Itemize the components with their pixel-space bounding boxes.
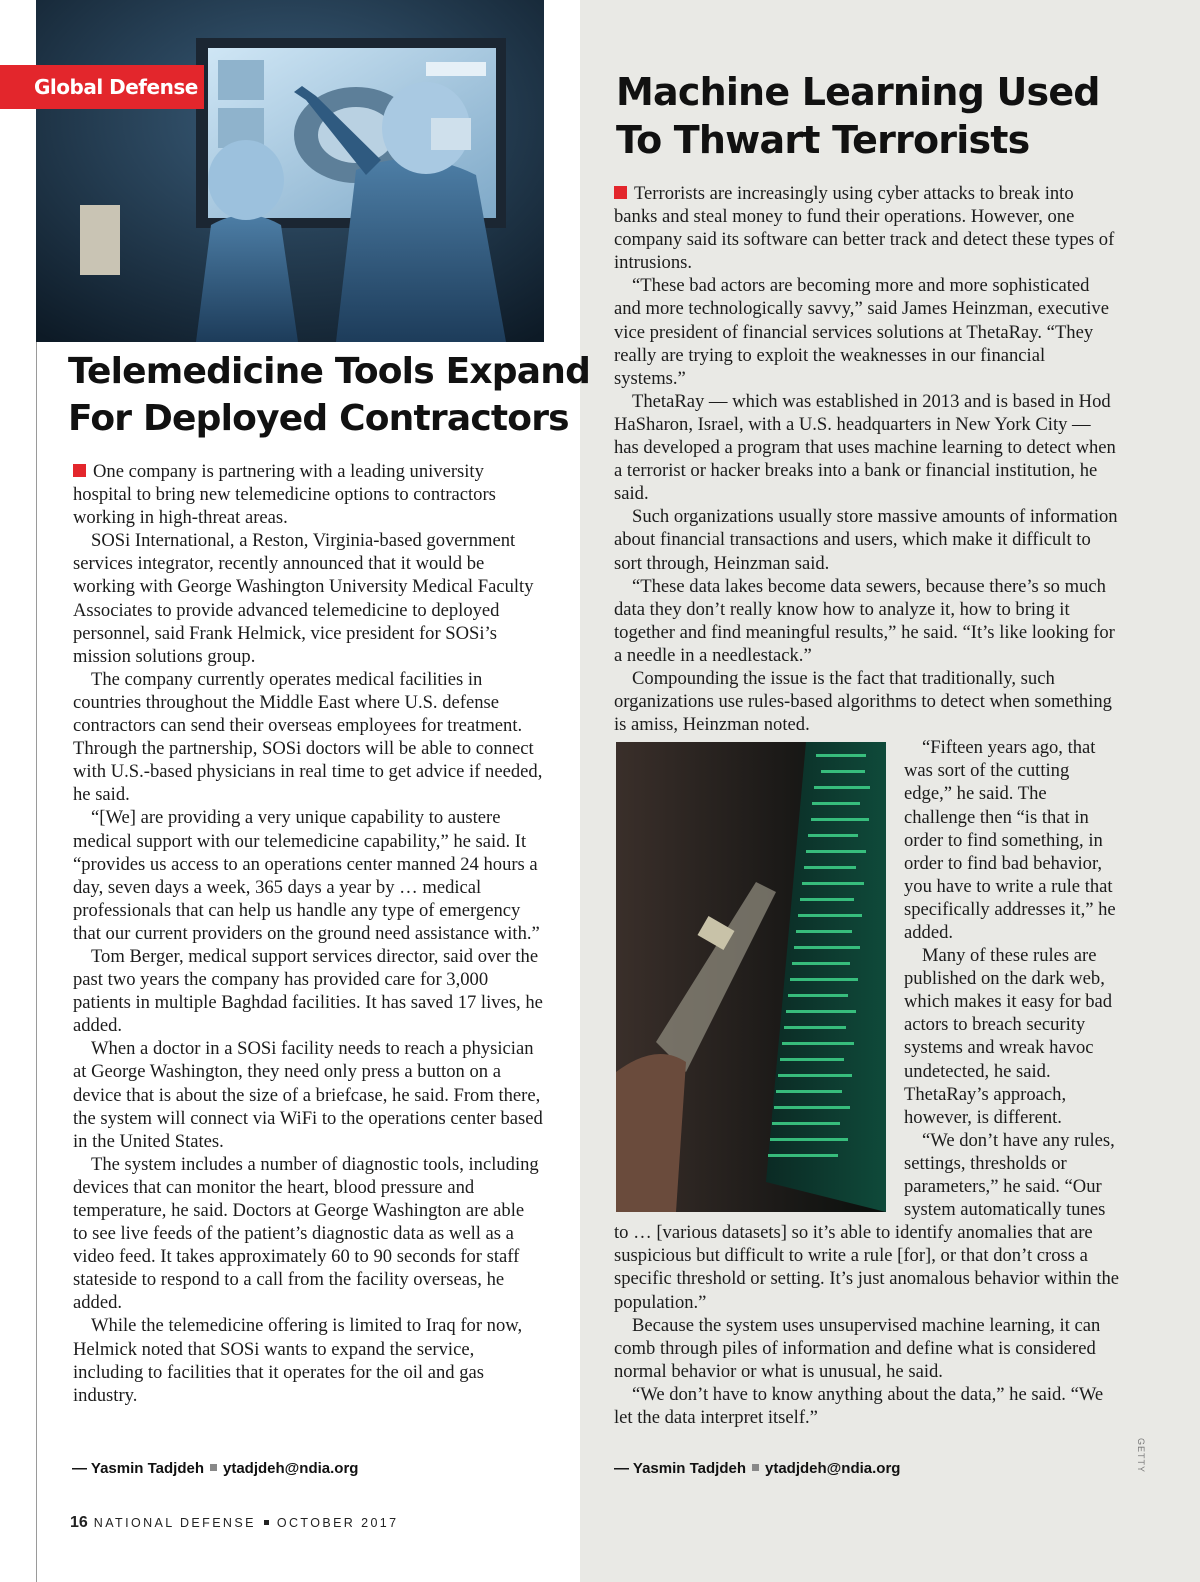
byline-name: — Yasmin Tadjdeh: [614, 1460, 746, 1477]
red-square-bullet-icon: [614, 186, 627, 199]
paragraph: ThetaRay — which was established in 2013 and is based in Hod HaSharon, Israel, with a U.S. headquarters in New York City — has developed a program that uses machine learning to detect when a terrorist or hacker breaks into a bank or financial institution, he said.: [614, 390, 1116, 505]
left-article-body: [73, 460, 543, 1407]
paragraph: Tom Berger, medical support services director, said over the past two years the company has provided care for 3,000 patients in multiple Baghdad facilities. It has saved 17 lives, he added.: [73, 945, 543, 1037]
paragraph: Terrorists are increasingly using cyber attacks to break into banks and steal money to fund their operations. However, one company said its software can better track and detect these types of intrusions.: [614, 183, 1115, 274]
byline-name: — Yasmin Tadjdeh: [72, 1460, 204, 1477]
section-tag: Global Defense: [0, 65, 204, 109]
paragraph: While the telemedicine offering is limited to Iraq for now, Helmick noted that SOSi wants to expand the service, including to facilities that it operates for the oil and gas industry.: [73, 1315, 523, 1406]
headline-line: To Thwart Terrorists: [616, 118, 1030, 162]
surgeons-telemedicine-photo: [36, 0, 544, 342]
credit-card-hacker-photo: [616, 742, 886, 1212]
photo-credit: GETTY: [1136, 1438, 1146, 1474]
paragraph: Because the system uses unsupervised machine learning, it can comb through piles of information and define what is considered normal behavior or what is unusual, he said.: [614, 1314, 1101, 1382]
right-article-byline: [614, 1460, 900, 1477]
byline-email[interactable]: ytadjdeh@ndia.org: [764, 1460, 901, 1477]
paragraph: “We don’t have to know anything about the data,” he said. “We let the data interpret itself.”: [614, 1383, 1104, 1428]
paragraph: One company is partnering with a leading university hospital to bring new telemedicine options to contractors working in high-threat areas.: [73, 461, 496, 529]
paragraph: SOSi International, a Reston, Virginia-based government services integrator, recently announced that it would be working with George Washington University Medical Faculty Associates to provide advanced telemedicine to deployed personnel, said Frank Helmick, vice president for SOSi’s mission solutions group.: [73, 530, 534, 667]
paragraph: The system includes a number of diagnostic tools, including devices that can monitor the heart, blood pressure and temperature, he said. Doctors at George Washington are able to see live feeds of the patient’s diagnostic data as well as a video feed. It takes approximately 60 to 90 seconds for staff stateside to respond to a call from the facility overseas, he added.: [73, 1153, 539, 1314]
paragraph: Many of these rules are published on the dark web, which makes it easy for bad actors to breach security systems and wreak havoc undetected, he said. ThetaRay’s approach, however, is different.: [904, 945, 1113, 1128]
column-rule: [36, 342, 37, 1582]
red-square-bullet-icon: [73, 464, 86, 477]
square-separator-icon: [264, 1520, 269, 1525]
paragraph: “We don’t have any rules, settings, thresholds or parameters,” he said. “Our system automatically tunes to … [various datasets] so it’s able to identify anomalies that are suspicious but difficult to write a rule [for], or that don’t cross a specific threshold or setting. It’s just anomalous behavior within the population.”: [614, 1129, 1120, 1313]
left-article-headline: [68, 348, 590, 442]
byline-email[interactable]: ytadjdeh@ndia.org: [222, 1460, 359, 1477]
paragraph: Such organizations usually store massive amounts of information about financial transactions and users, which make it difficult to sort through, Heinzman said.: [614, 506, 1118, 574]
left-article-byline: [72, 1460, 358, 1477]
publication-name: NATIONAL DEFENSE: [93, 1516, 256, 1530]
paragraph: “These bad actors are becoming more and more sophisticated and more technologically savvy,” said James Heinzman, executive vice president of financial services solutions at ThetaRay. “They really are trying to exploit the weaknesses in our financial systems.”: [614, 275, 1109, 389]
issue-date: OCTOBER 2017: [276, 1516, 399, 1530]
page-folio: [70, 1514, 399, 1532]
paragraph: “[We] are providing a very unique capability to austere medical support with our telemedicine capability,” he said. It “provides us access to an operations center manned 24 hours a day, seven days a week, 365 days a year by … medical professionals that can help us handle any type of emergency that our current providers on the ground need assistance with.”: [73, 807, 540, 944]
right-article-headline: [616, 68, 1100, 164]
headline-line: Machine Learning Used: [616, 70, 1100, 114]
paragraph: Compounding the issue is the fact that traditionally, such organizations use rules-based algorithms to detect when something is amiss, Heinzman noted.: [614, 667, 1112, 736]
square-separator-icon: [752, 1464, 759, 1471]
paragraph: “Fifteen years ago, that was sort of the cutting edge,” he said. The challenge then “is that in order to find something, in order to find bad behavior, you have to write a rule that specifically addresses it,” he added.: [904, 737, 1116, 943]
paragraph: The company currently operates medical facilities in countries throughout the Middle East where U.S. defense contractors can send their overseas employees for treatment. Through the partnership, SOSi doctors will be able to connect with U.S.-based physicians in real time to get advice if needed, he said.: [73, 668, 543, 806]
headline-line: For Deployed Contractors: [68, 398, 569, 439]
square-separator-icon: [210, 1464, 217, 1471]
headline-line: Telemedicine Tools Expand: [68, 351, 591, 392]
paragraph: “These data lakes become data sewers, because there’s so much data they don’t really know how to analyze it, how to bring it together and find meaningful results,” he said. “It’s like looking for a needle in a needlestack.”: [614, 575, 1115, 666]
paragraph: When a doctor in a SOSi facility needs to reach a physician at George Washington, they need only press a button on a device that is about the size of a briefcase, he said. From there, the system will connect via WiFi to the operations center based in the United States.: [73, 1038, 543, 1152]
page-number: 16: [70, 1514, 88, 1531]
right-article-body: [614, 182, 1120, 1429]
